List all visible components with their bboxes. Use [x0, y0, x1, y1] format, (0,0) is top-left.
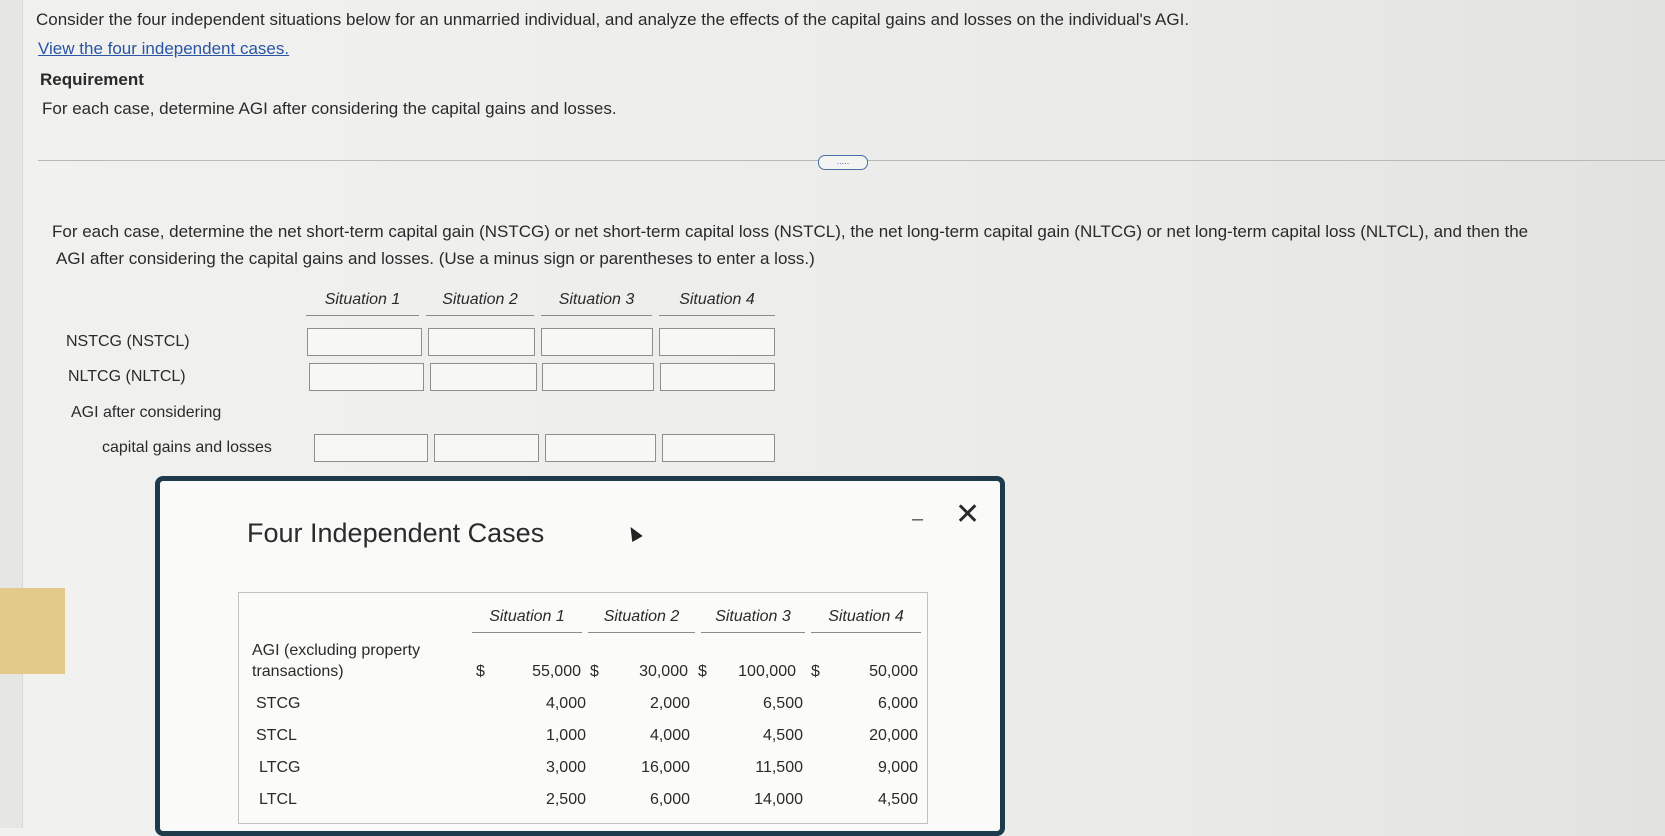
expand-more-button[interactable]: .....	[818, 155, 868, 170]
cases-row-ltcg-label: LTCG	[259, 759, 301, 776]
stcl-value-s4: 20,000	[869, 727, 918, 744]
nltcg-situation-2-input[interactable]	[431, 364, 536, 390]
cases-col-situation-3: Situation 3	[701, 608, 805, 633]
nstcg-situation-2-cell	[428, 328, 535, 356]
instruction-line-1: For each case, determine the net short-term capital gain (NSTCG) or net short-term capital loss (NSTCL), the net long-term capital gain (NLTCG) or net long-term capital loss (NLTCL), and then the	[52, 222, 1529, 241]
stcg-value-s2: 2,000	[649, 695, 690, 712]
cases-col-situation-1: Situation 1	[472, 608, 582, 633]
row-label-nltcg: NLTCG (NLTCL)	[68, 368, 186, 385]
agi-value-s2: 30,000	[639, 663, 688, 680]
cases-row-stcg-label: STCG	[256, 695, 301, 712]
ltcl-value-s3: 14,000	[754, 791, 803, 808]
nstcg-situation-1-input[interactable]	[308, 329, 421, 355]
ltcl-value-s4: 4,500	[877, 791, 918, 808]
currency-symbol: $	[698, 663, 707, 680]
nltcg-situation-3-cell	[542, 363, 654, 391]
agi-situation-3-cell	[545, 434, 656, 462]
stcg-value-s3: 6,500	[762, 695, 803, 712]
stcg-value-s4: 6,000	[877, 695, 918, 712]
nstcg-situation-4-input[interactable]	[660, 329, 774, 355]
ltcl-value-s1: 2,500	[545, 791, 586, 808]
stcg-value-s1: 4,000	[545, 695, 586, 712]
answer-col-situation-4: Situation 4	[659, 291, 775, 316]
agi-value-s3: 100,000	[738, 663, 796, 680]
nltcg-situation-1-cell	[309, 363, 424, 391]
view-cases-link[interactable]: View the four independent cases.	[38, 39, 290, 58]
cases-row-stcl-label: STCL	[256, 727, 297, 744]
cases-row-ltcl-label: LTCL	[259, 791, 297, 808]
stcl-value-s1: 1,000	[545, 727, 586, 744]
nstcg-situation-3-input[interactable]	[542, 329, 652, 355]
answer-col-situation-2: Situation 2	[426, 291, 534, 316]
answer-col-situation-3: Situation 3	[541, 291, 652, 316]
agi-situation-2-cell	[434, 434, 539, 462]
row-label-nstcg: NSTCG (NSTCL)	[66, 333, 190, 350]
answer-col-situation-1: Situation 1	[306, 291, 419, 316]
ltcg-value-s2: 16,000	[641, 759, 690, 776]
currency-symbol: $	[476, 663, 485, 680]
stcl-value-s3: 4,500	[762, 727, 803, 744]
cases-row-agi-label-1: AGI (excluding property	[252, 642, 421, 659]
nltcg-situation-3-input[interactable]	[543, 364, 653, 390]
row-label-agi-line1: AGI after considering	[71, 404, 222, 421]
requirement-heading: Requirement	[40, 70, 144, 89]
nstcg-situation-2-input[interactable]	[429, 329, 534, 355]
ltcg-value-s3: 11,500	[755, 759, 803, 776]
left-margin	[0, 0, 23, 828]
nstcg-situation-1-cell	[307, 328, 422, 356]
currency-symbol: $	[590, 663, 599, 680]
ltcg-value-s1: 3,000	[545, 759, 586, 776]
agi-situation-3-input[interactable]	[546, 435, 655, 461]
nltcg-situation-2-cell	[430, 363, 537, 391]
agi-situation-4-input[interactable]	[663, 435, 774, 461]
left-accent-tab	[0, 588, 65, 674]
nltcg-situation-4-cell	[660, 363, 775, 391]
dialog-title: Four Independent Cases	[247, 518, 545, 548]
minimize-icon[interactable]: –	[912, 508, 924, 530]
ltcl-value-s2: 6,000	[649, 791, 690, 808]
cases-row-agi-label-2: transactions)	[252, 663, 344, 680]
stcl-value-s2: 4,000	[649, 727, 690, 744]
nltcg-situation-1-input[interactable]	[310, 364, 423, 390]
nltcg-situation-4-input[interactable]	[661, 364, 774, 390]
question-intro: Consider the four independent situations below for an unmarried individual, and analyze the effects of the capital gains and losses on the individual's AGI.	[36, 10, 1190, 29]
cases-col-situation-4: Situation 4	[811, 608, 921, 633]
agi-situation-4-cell	[662, 434, 775, 462]
agi-value-s1: 55,000	[532, 663, 581, 680]
agi-situation-1-cell	[314, 434, 428, 462]
nstcg-situation-4-cell	[659, 328, 775, 356]
currency-symbol: $	[811, 663, 820, 680]
cases-col-situation-2: Situation 2	[588, 608, 695, 633]
requirement-text: For each case, determine AGI after considering the capital gains and losses.	[42, 99, 617, 118]
row-label-agi-line2: capital gains and losses	[102, 439, 272, 456]
ltcg-value-s4: 9,000	[877, 759, 918, 776]
agi-situation-2-input[interactable]	[435, 435, 538, 461]
instruction-line-2: AGI after considering the capital gains and losses. (Use a minus sign or parentheses to enter a loss.)	[56, 249, 815, 268]
close-icon[interactable]: ✕	[955, 498, 981, 531]
agi-situation-1-input[interactable]	[315, 435, 427, 461]
nstcg-situation-3-cell	[541, 328, 653, 356]
agi-value-s4: 50,000	[869, 663, 918, 680]
